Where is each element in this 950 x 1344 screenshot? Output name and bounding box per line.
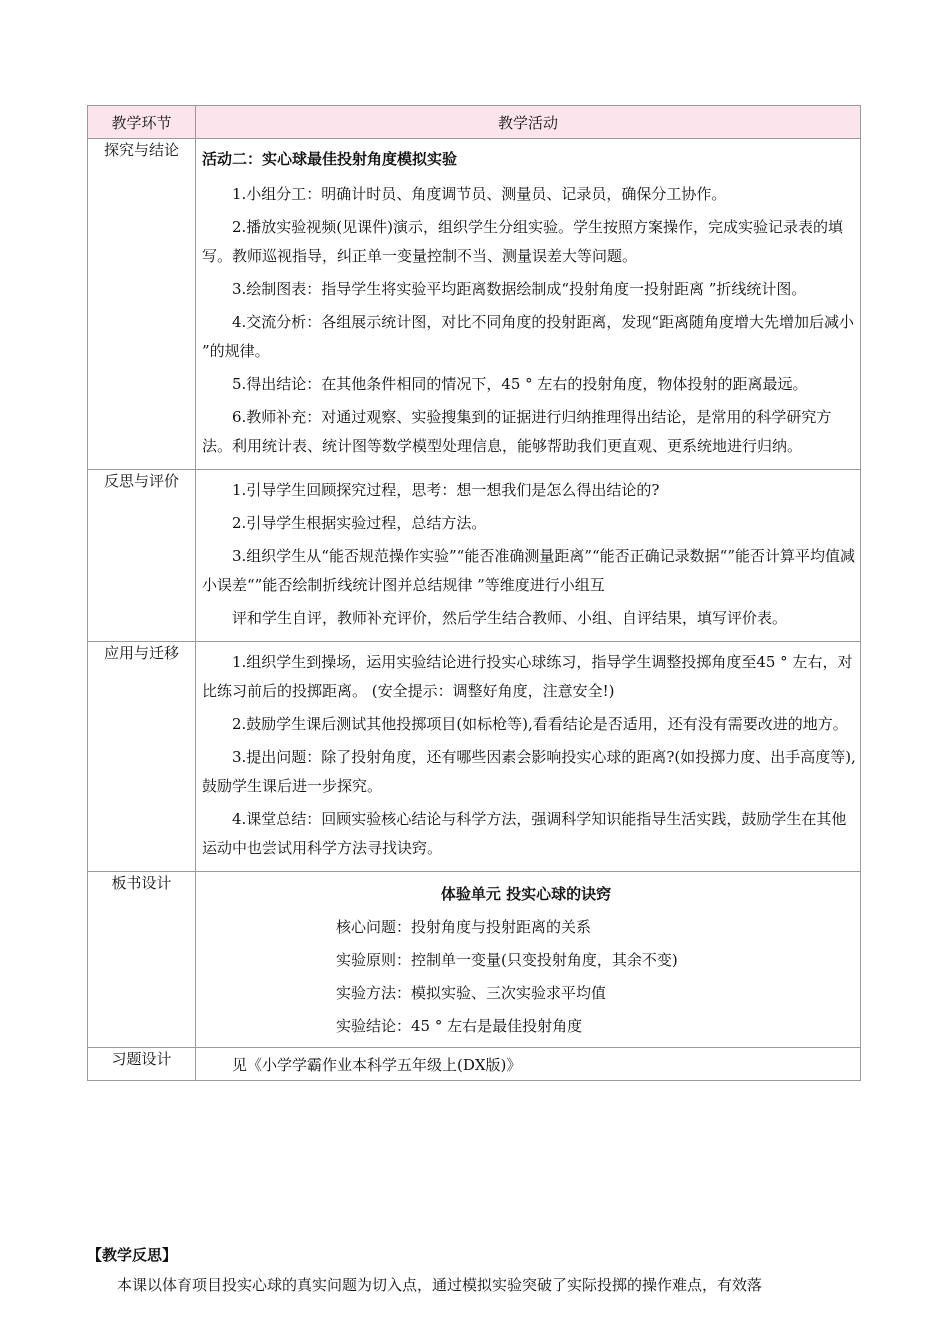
row-exercise (88, 1048, 861, 1081)
board-title: 体验单元 投实心球的诀窍 (440, 885, 612, 903)
header-activity: 教学活动 (196, 106, 861, 139)
reflection-text: 本课以体育项目投实心球的真实问题为切入点，通过模拟实验突破了实际投掷的操作难点，有效落 (117, 1276, 763, 1294)
teaching-reflection (87, 1240, 862, 1300)
explore-title: 活动二：实心球最佳投射角度模拟实验 (202, 150, 458, 168)
explore-item: 2.播放实验视频(见课件)演示，组织学生分组实验。学生按照方案操作，完成实验记录表的填写。教师巡视指导，纠正单一变量控制不当、测量误差大等问题。 (202, 218, 844, 265)
apply-item: 2.鼓励学生课后测试其他投掷项目(如标枪等),看看结论是否适用，还有没有需要改进的地方。 (232, 715, 848, 733)
stage-apply: 应用与迁移 (88, 642, 196, 872)
table-header-row (88, 106, 861, 139)
reflect-item: 2.引导学生根据实验过程，总结方法。 (232, 514, 487, 532)
row-apply (88, 642, 861, 872)
explore-item: 3.绘制图表：指导学生将实验平均距离数据绘制成“投射角度一投射距离 ”折线统计图。 (232, 280, 807, 298)
row-reflect (88, 470, 861, 642)
activity-exercise (196, 1048, 861, 1081)
stage-explore: 探究与结论 (88, 139, 196, 470)
stage-board: 板书设计 (88, 872, 196, 1048)
activity-board (196, 872, 861, 1048)
board-line: 核心问题：投射角度与投射距离的关系 (336, 918, 592, 936)
apply-item: 1.组织学生到操场，运用实验结论进行投实心球练习，指导学生调整投掷角度至45 ° 左右，对比练习前后的投掷距离。 (安全提示：调整好角度，注意安全!) (202, 653, 853, 700)
exercise-text: 见《小学学霸作业本科学五年级上(DX版)》 (232, 1055, 522, 1074)
activity-explore (196, 139, 861, 470)
reflect-item: 评和学生自评，教师补充评价，然后学生结合教师、小组、自评结果，填写评价表。 (232, 609, 788, 627)
explore-item: 1.小组分工：明确计时员、角度调节员、测量员、记录员，确保分工协作。 (232, 185, 727, 203)
board-line: 实验方法：模拟实验、三次实验求平均值 (336, 984, 607, 1002)
board-line: 实验原则：控制单一变量(只变投射角度，其余不变) (336, 951, 678, 969)
row-board (88, 872, 861, 1048)
activity-apply (196, 642, 861, 872)
apply-item: 3.提出问题：除了投射角度，还有哪些因素会影响投实心球的距离?(如投掷力度、出手高度等),鼓励学生课后进一步探究。 (202, 748, 856, 795)
row-explore (88, 139, 861, 470)
reflect-item: 1.引导学生回顾探究过程，思考：想一想我们是怎么得出结论的? (232, 481, 660, 499)
reflection-heading: 【教学反思】 (87, 1246, 178, 1264)
stage-exercise: 习题设计 (88, 1048, 196, 1081)
explore-item: 6.教师补充：对通过观察、实验搜集到的证据进行归纳推理得出结论，是常用的科学研究方法。利用统计表、统计图等数学模型处理信息，能够帮助我们更直观、更系统地进行归纳。 (202, 408, 832, 455)
header-stage: 教学环节 (88, 106, 196, 139)
explore-item: 4.交流分析：各组展示统计图，对比不同角度的投射距离，发现“距离随角度增大先增加后减小 ”的规律。 (202, 313, 854, 360)
apply-item: 4.课堂总结：回顾实验核心结论与科学方法，强调科学知识能指导生活实践，鼓励学生在其他运动中也尝试用科学方法寻找诀窍。 (202, 810, 847, 857)
reflect-item: 3.组织学生从“能否规范操作实验”“能否准确测量距离”“能否正确记录数据“”能否计算平均值减小误差“”能否绘制折线统计图并总结规律 ”等维度进行小组互 (202, 547, 855, 594)
stage-reflect: 反思与评价 (88, 470, 196, 642)
activity-reflect (196, 470, 861, 642)
lesson-table (87, 105, 861, 1081)
board-line: 实验结论：45 ° 左右是最佳投射角度 (336, 1017, 583, 1035)
explore-item: 5.得出结论：在其他条件相同的情况下，45 ° 左右的投射角度，物体投射的距离最远。 (232, 375, 808, 393)
